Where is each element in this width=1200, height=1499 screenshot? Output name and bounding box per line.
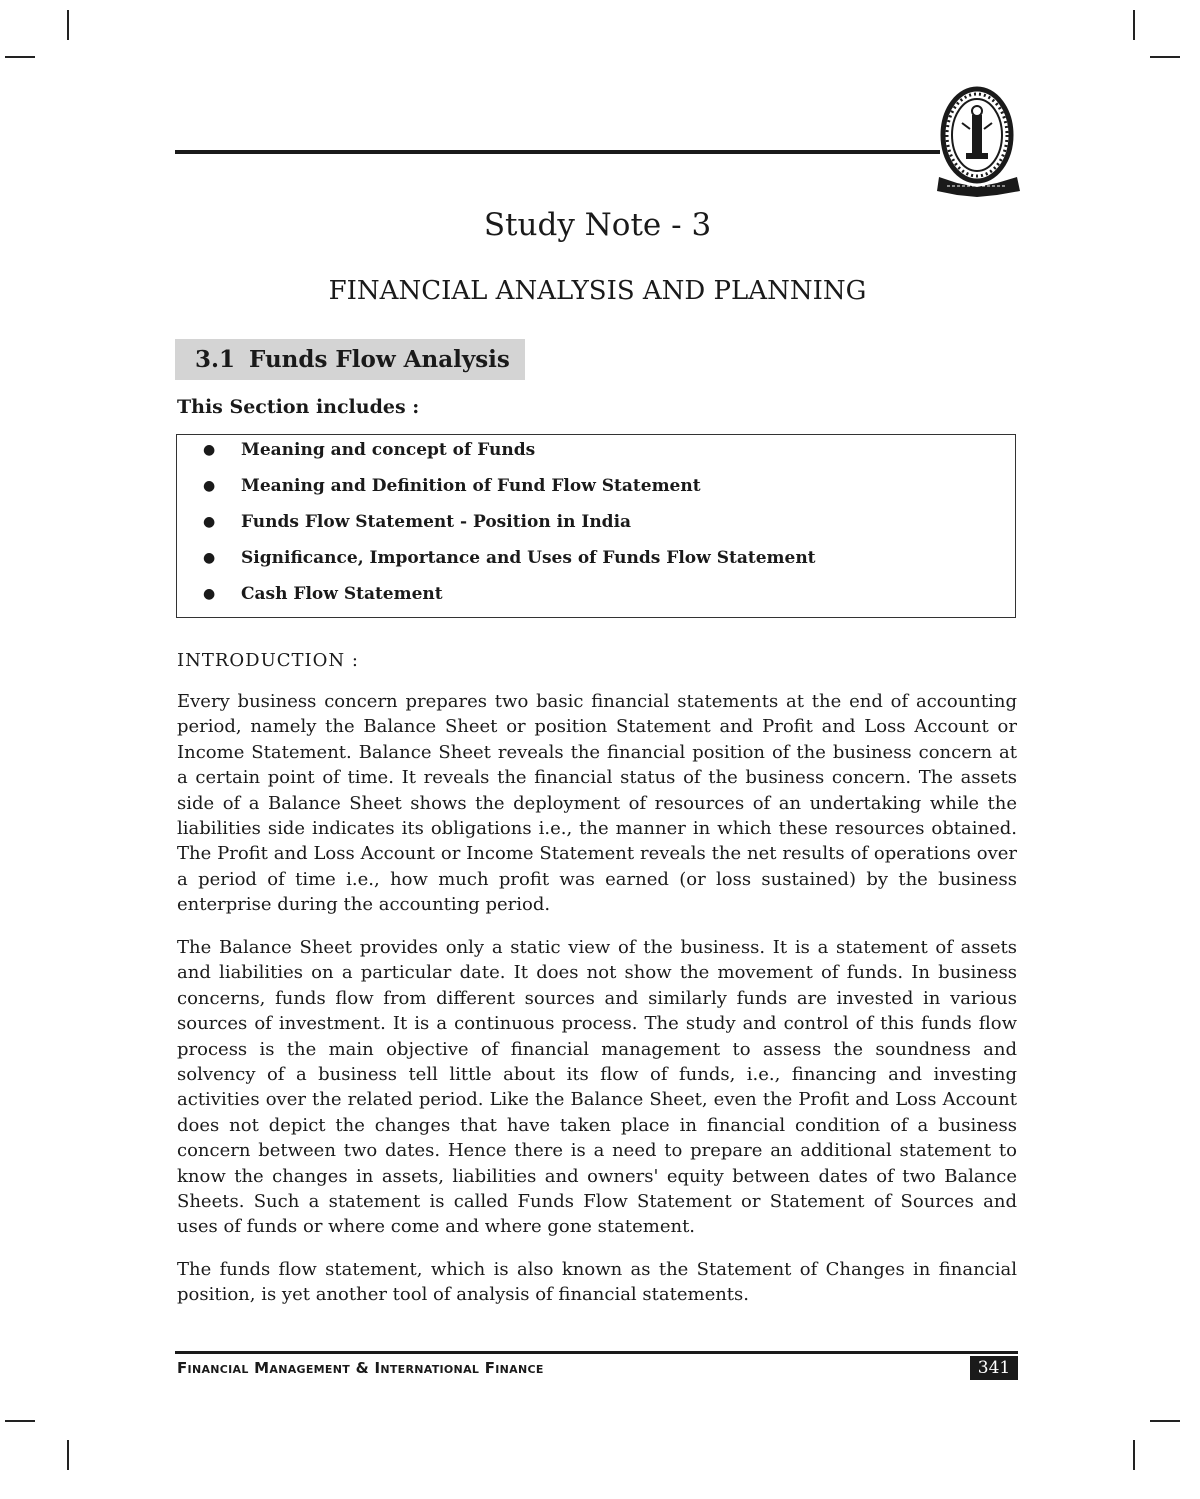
crop-mark (5, 56, 35, 58)
includes-label: This Section includes : (177, 396, 420, 418)
list-item (177, 576, 1015, 612)
list-item (177, 468, 1015, 504)
crop-mark (67, 10, 69, 40)
bullet-icon: ● (203, 442, 216, 458)
list-item-text: Meaning and concept of Funds (241, 440, 536, 460)
section-contents-list (176, 434, 1016, 618)
list-item-text: Funds Flow Statement - Position in India (241, 512, 632, 532)
list-item (177, 432, 1015, 468)
crop-mark (1150, 56, 1180, 58)
list-item-text: Cash Flow Statement (241, 584, 443, 604)
crop-mark (67, 1440, 69, 1470)
study-note-title: Study Note - 3 (483, 207, 712, 243)
institute-emblem-icon (937, 85, 1022, 197)
crop-mark (1133, 10, 1135, 40)
list-item-text: Meaning and Definition of Fund Flow Statement (241, 476, 701, 496)
section-title: Funds Flow Analysis (249, 346, 510, 373)
chapter-title: FINANCIAL ANALYSIS AND PLANNING (328, 276, 867, 306)
list-item-text: Significance, Importance and Uses of Funds Flow Statement (241, 548, 816, 568)
crop-mark (1150, 1420, 1180, 1422)
list-item (177, 504, 1015, 540)
bullet-icon: ● (203, 478, 216, 494)
body-paragraph: Every business concern prepares two basic financial statements at the end of accounting period, namely the Balance Sheet or position Statement and Profit and Loss Account or Income Statement. Balance Sheet reveals the financial position of the business concern at a certain point of time. It reveals the financial status of the business concern. The assets side of a Balance Sheet shows the deployment of resources of an undertaking while the liabilities side indicates its obligations i.e., the manner in which these resources obtained. The Profit and Loss Account or Income Statement reveals the net results of operations over a period of time i.e., how much profit was earned (or loss sustained) by the business enterprise during the accounting period. (177, 691, 1017, 916)
crop-mark (1133, 1440, 1135, 1470)
crop-mark (5, 1420, 35, 1422)
bullet-icon: ● (203, 586, 216, 602)
body-paragraph: The funds flow statement, which is also known as the Statement of Changes in financial position, is yet another tool of analysis of financial statements. (177, 1259, 1017, 1306)
page-number: 341 (970, 1356, 1018, 1380)
bullet-icon: ● (203, 514, 216, 530)
list-item (177, 540, 1015, 576)
footer-title: Financial Management & International Finance (177, 1359, 544, 1377)
header-rule (175, 150, 940, 154)
section-banner (175, 339, 525, 380)
footer-rule (175, 1351, 1018, 1354)
body-paragraph: The Balance Sheet provides only a static view of the business. It is a statement of assets and liabilities on a particular date. It does not show the movement of funds. In business concerns, funds flow from different sources and similarly funds are invested in various sources of investment. It is a continuous process. The study and control of this funds flow process is the main objective of financial management to assess the soundness and solvency of a business tell little about its flow of funds, i.e., financing and investing activities over the related period. Like the Balance Sheet, even the Profit and Loss Account does not depict the changes that have taken place in financial condition of a business concern between two dates. Hence there is a need to prepare an additional statement to know the changes in assets, liabilities and owners' equity between dates of two Balance Sheets. Such a statement is called Funds Flow Statement or Statement of Sources and uses of funds or where come and where gone statement. (177, 937, 1017, 1238)
bullet-icon: ● (203, 550, 216, 566)
section-number: 3.1 (195, 346, 236, 373)
introduction-heading: INTRODUCTION : (177, 650, 359, 671)
